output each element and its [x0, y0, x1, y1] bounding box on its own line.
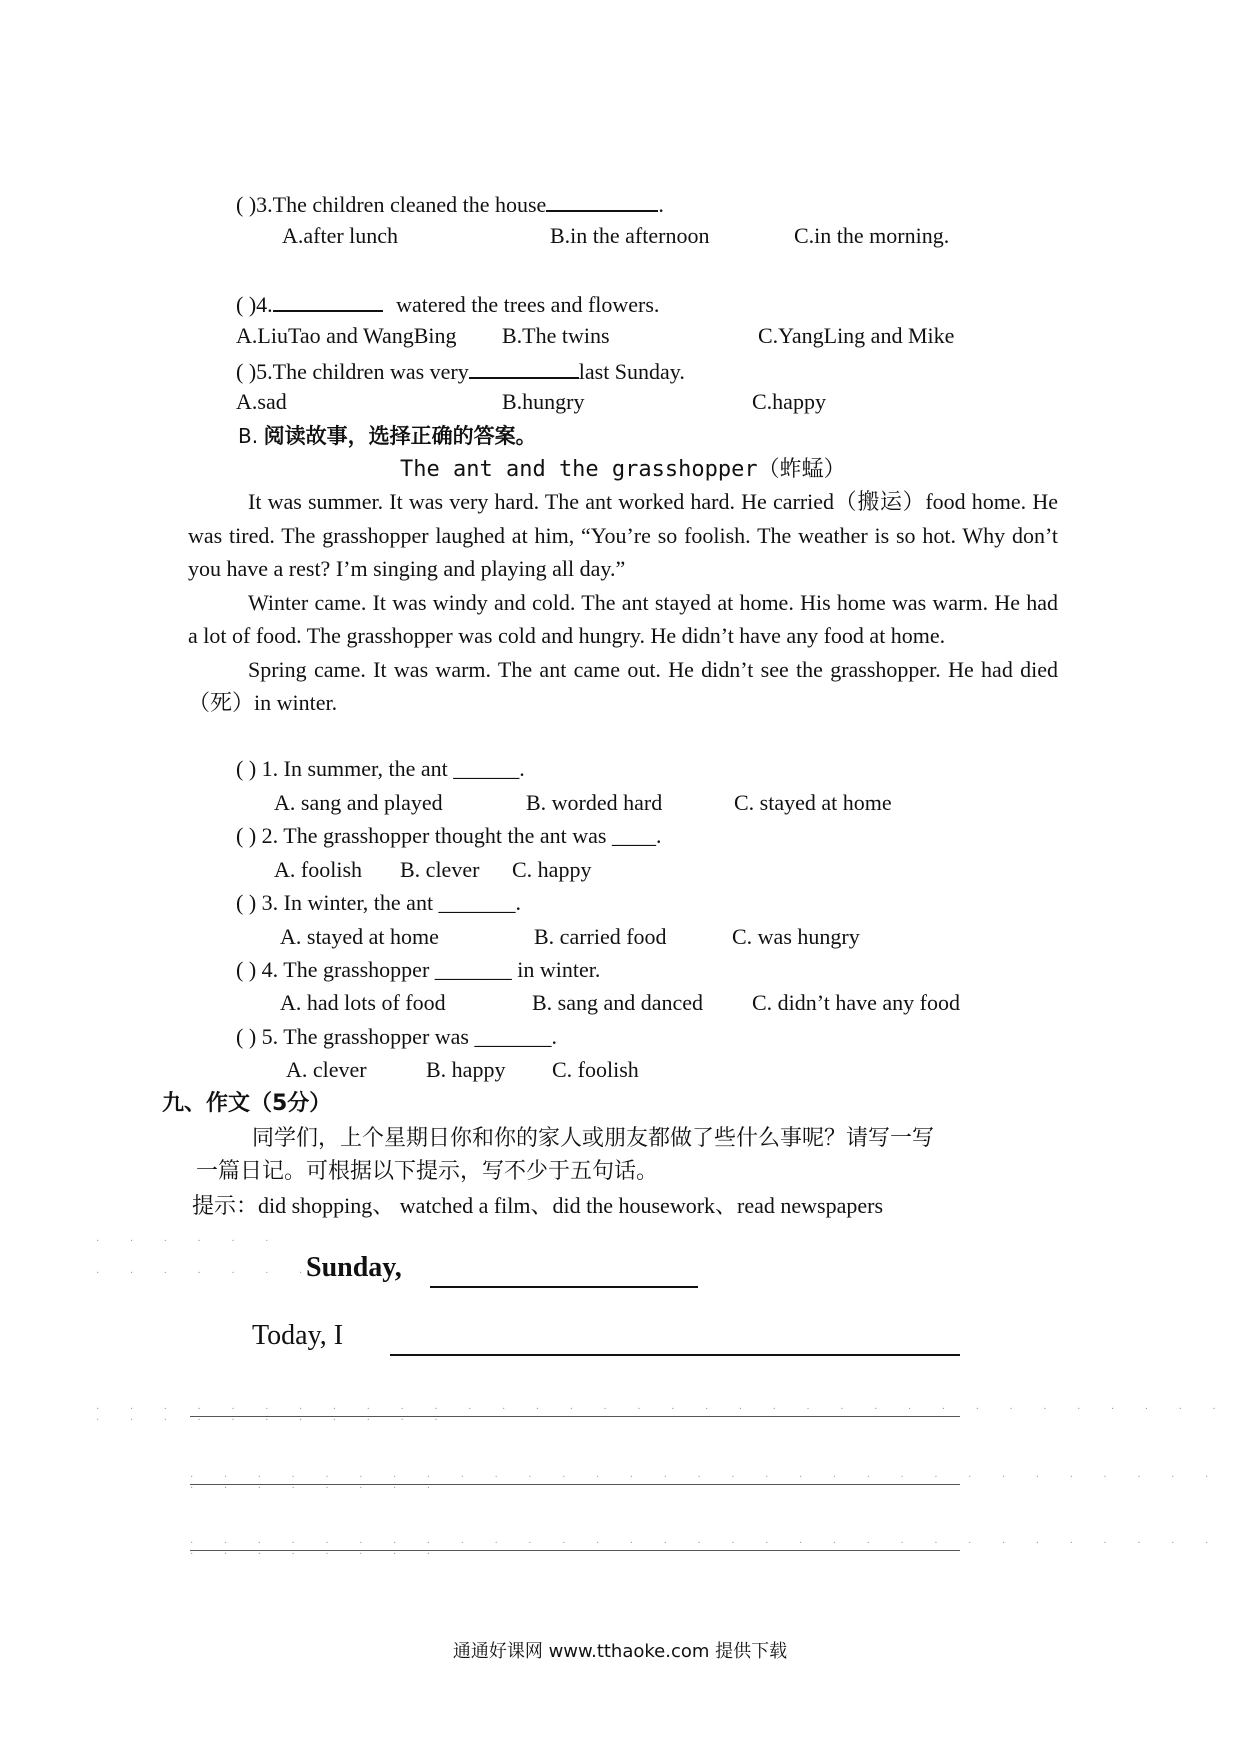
story-paragraph: Spring came. It was warm. The ant came out. He didn’t see the grasshopper. He had died（死）in winter.	[188, 656, 1058, 715]
option-c: C. didn’t have any food	[752, 990, 960, 1015]
option-b: B. worded hard	[526, 790, 663, 815]
option-b: B. clever	[400, 857, 480, 882]
answer-paren: ( )	[236, 756, 257, 781]
answer-blank	[546, 188, 658, 212]
story-title: The ant and the grasshopper（蚱蜢）	[400, 457, 846, 482]
option-b: B.The twins	[502, 323, 610, 348]
writing-blank-line[interactable]	[390, 1354, 960, 1356]
diary-date-label: Sunday,	[306, 1252, 402, 1283]
writing-line[interactable]	[190, 1484, 960, 1485]
section-b-heading: B. 阅读故事，选择正确的答案。	[238, 424, 537, 448]
option-a: A.LiuTao and WangBing	[236, 323, 457, 348]
option-a: A.after lunch	[282, 223, 399, 248]
option-a: A. foolish	[274, 857, 362, 882]
option-c: C.in the morning.	[794, 223, 950, 248]
question-text: 3.The children cleaned the house	[256, 192, 547, 217]
option-c: C. foolish	[552, 1057, 639, 1082]
question-a4: ( )4. watered the trees and flowers.	[236, 288, 659, 319]
option-a: A. clever	[286, 1057, 367, 1082]
question-b1	[236, 755, 525, 783]
composition-instruction: 同学们，上个星期日你和你的家人或朋友都做了些什么事呢？请写一写	[252, 1126, 935, 1151]
answer-paren: ( )	[236, 192, 257, 217]
question-text: 1. In summer, the ant ______.	[261, 756, 525, 781]
dot-leader: · · · · · · · ·	[96, 1268, 351, 1279]
question-b5	[236, 1023, 557, 1051]
story-paragraph: It was summer. It was very hard. The ant worked hard. He carried（搬运）food home. He was tired. The grasshopper laughed at him, “You’re so foolish. The weather is so hot. Why don’t you have a rest? I’m singing and playing all day.”	[188, 489, 1058, 581]
answer-paren: ( )	[236, 823, 257, 848]
writing-line[interactable]	[190, 1550, 960, 1551]
question-a5: ( )5.The children was very last Sunday.	[236, 355, 685, 386]
dot-leader: · · · · · ·	[96, 1236, 283, 1247]
option-a: A. stayed at home	[280, 924, 439, 949]
question-text: watered the trees and flowers.	[396, 292, 660, 317]
answer-blank	[469, 355, 579, 379]
dot-leader: · · · · · · · · · · · · · · · · · · · · · · · · · · · · · · · · · · · · · · ·	[190, 1472, 1223, 1494]
question-b2	[236, 822, 661, 850]
option-a: A. sang and played	[274, 790, 443, 815]
answer-paren: ( )	[236, 292, 257, 317]
page-footer: 通通好课网 www.tthaoke.com 提供下载	[452, 1641, 788, 1662]
dot-leader: · · · · · · · · · · · · · · · · · · · · · · · · · · · · · · · · · · · · · · · · · · · · ·	[96, 1404, 1230, 1426]
story-text	[188, 485, 1058, 720]
writing-line[interactable]	[190, 1416, 960, 1417]
question-text: 4. The grasshopper _______ in winter.	[261, 957, 601, 982]
date-blank-line[interactable]	[430, 1286, 698, 1288]
diary-first-line-label: Today, I	[252, 1320, 344, 1351]
composition-hints: 提示：did shopping、 watched a film、did the housework、read newspapers	[192, 1193, 884, 1218]
option-c: C. happy	[512, 857, 592, 882]
question-text: 5. The grasshopper was _______.	[261, 1024, 557, 1049]
option-b: B.in the afternoon	[550, 223, 710, 248]
question-text: 3. In winter, the ant _______.	[261, 890, 522, 915]
option-b: B. carried food	[534, 924, 667, 949]
composition-instruction: 一篇日记。可根据以下提示，写不少于五句话。	[196, 1159, 659, 1184]
answer-paren: ( )	[236, 1024, 257, 1049]
answer-paren: ( )	[236, 359, 257, 384]
answer-blank	[273, 288, 383, 312]
question-b3	[236, 889, 521, 917]
option-c: C. stayed at home	[734, 790, 892, 815]
option-a: A.sad	[236, 389, 287, 414]
answer-paren: ( )	[236, 957, 257, 982]
question-a3: ( )3.The children cleaned the house .	[236, 188, 664, 219]
option-c: C. was hungry	[732, 924, 860, 949]
option-c: C.YangLing and Mike	[758, 323, 955, 348]
dot-leader: · · · · · · · · · · · · · · · · · · · · · · · · · · · · · · · · · · · · · · ·	[190, 1538, 1223, 1560]
story-paragraph: Winter came. It was windy and cold. The ant stayed at home. His home was warm. He had a lot of food. The grasshopper was cold and hungry. He didn’t have any food at home.	[188, 589, 1058, 648]
question-b4	[236, 956, 600, 984]
option-b: B. sang and danced	[532, 990, 704, 1015]
question-text: 5.The children was very	[256, 359, 469, 384]
option-a: A. had lots of food	[280, 990, 446, 1015]
option-b: B. happy	[426, 1057, 506, 1082]
answer-paren: ( )	[236, 890, 257, 915]
option-b: B.hungry	[502, 389, 585, 414]
composition-heading: 九、作文（5分）	[162, 1091, 332, 1116]
option-c: C.happy	[752, 389, 826, 414]
question-text: 2. The grasshopper thought the ant was ____.	[261, 823, 662, 848]
